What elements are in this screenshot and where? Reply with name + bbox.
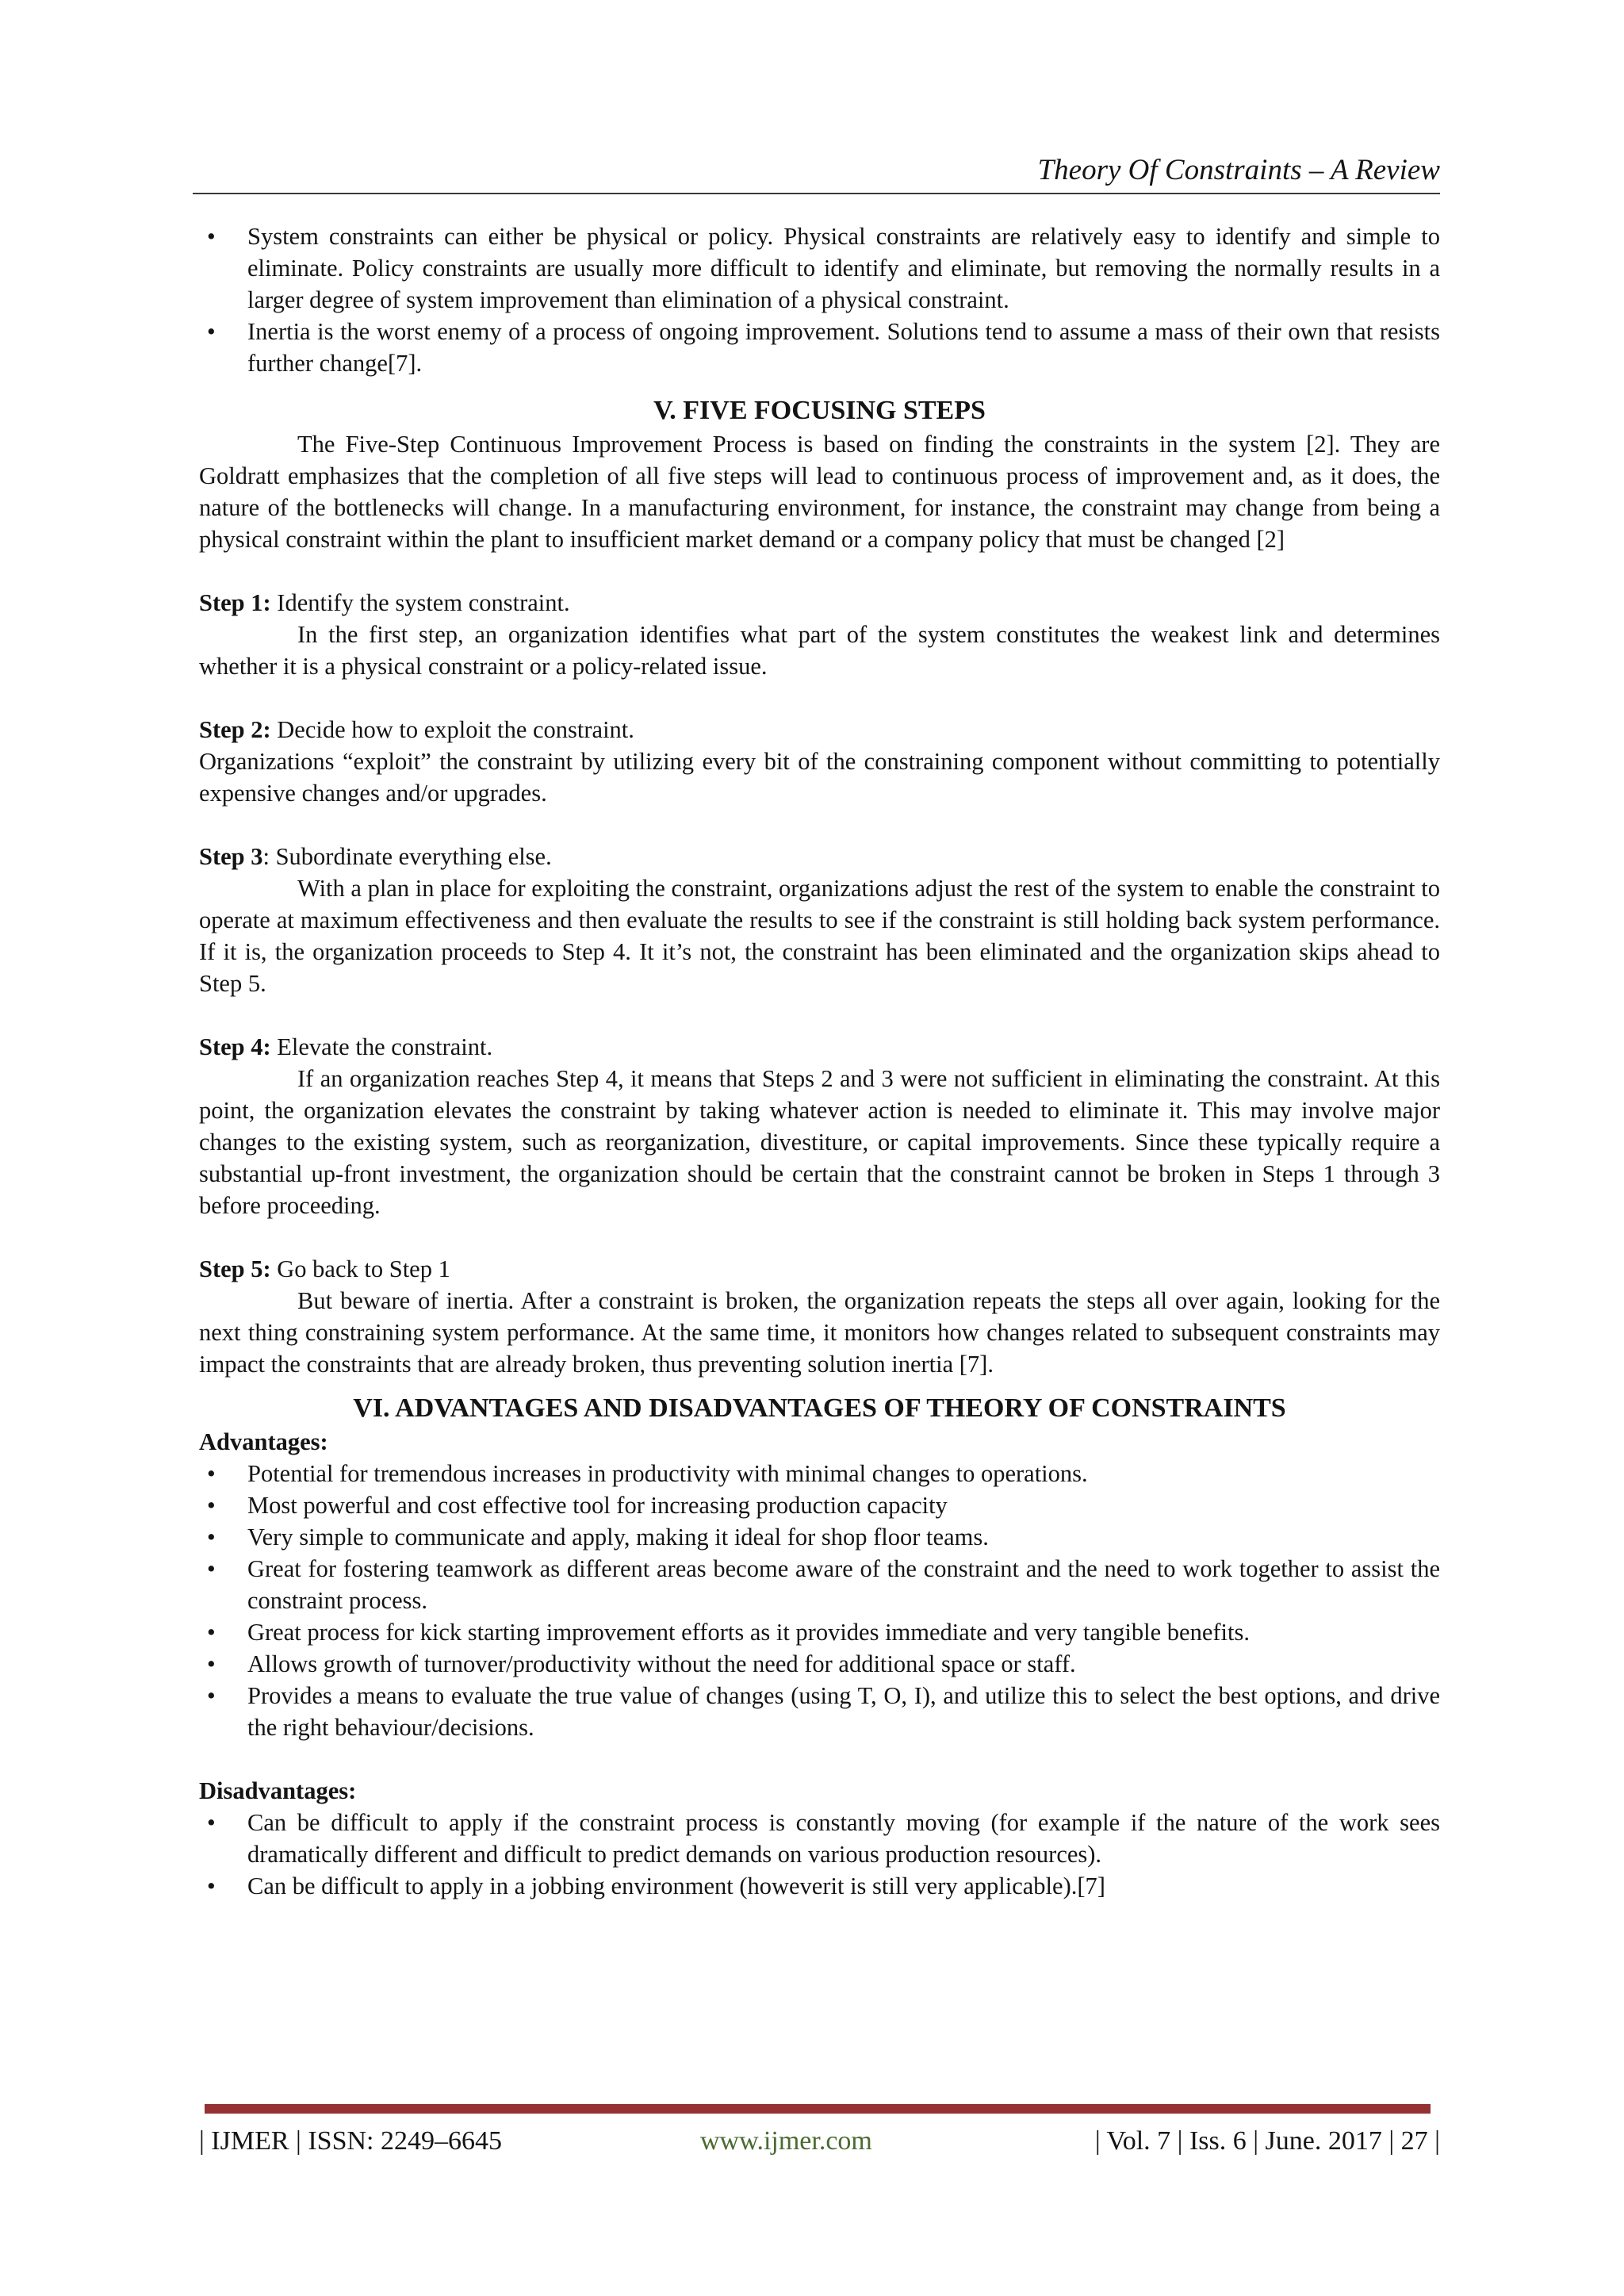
step-2-body: Organizations “exploit” the constraint by utilizing every bit of the constraining component without committing to potentially expensive changes and/or upgrades.	[199, 748, 1440, 807]
advantages-heading: Advantages:	[199, 1428, 328, 1455]
disadvantages-list	[199, 1807, 1440, 1902]
bullet-icon: •	[207, 1872, 216, 1899]
bullet-icon: •	[207, 1619, 216, 1646]
list-item	[199, 220, 1440, 316]
step-title-text: : Subordinate everything else.	[262, 843, 552, 870]
step-label: Step 2:	[199, 716, 271, 743]
list-item	[199, 1458, 1440, 1489]
bullet-icon: •	[207, 1524, 216, 1550]
bullet-icon: •	[207, 1809, 216, 1836]
bullet-icon: •	[207, 223, 216, 250]
list-item-text: System constraints can either be physical or policy. Physical constraints are relatively easy to identify and simple to eliminate. Policy constraints are usually more difficult to identify and eliminate, but removing the normally results in a larger degree of system improvement than elimination of a physical constraint.	[247, 223, 1440, 313]
spacer	[199, 1380, 1440, 1391]
list-item	[199, 1680, 1440, 1743]
list-item	[199, 316, 1440, 379]
step-label: Step 3	[199, 843, 263, 870]
spacer	[199, 1221, 1440, 1253]
step-label: Step 1:	[199, 589, 271, 616]
footer-journal-issn: | IJMER | ISSN: 2249–6645	[199, 2126, 502, 2156]
spacer	[199, 682, 1440, 714]
bullet-icon: •	[207, 1555, 216, 1582]
intro-bullet-list	[199, 220, 1440, 379]
list-item	[199, 1521, 1440, 1553]
list-item-text: Can be difficult to apply in a jobbing environment (howeverit is still very applicable).[7]	[247, 1872, 1105, 1899]
header-rule	[193, 193, 1440, 194]
spacer	[199, 555, 1440, 587]
footer-rule	[205, 2104, 1431, 2114]
spacer	[199, 1743, 1440, 1775]
list-item-text: Allows growth of turnover/productivity without the need for additional space or staff.	[247, 1650, 1076, 1677]
step-2-title	[199, 714, 1440, 746]
list-item	[199, 1489, 1440, 1521]
list-item	[199, 1807, 1440, 1870]
step-5-title	[199, 1253, 1440, 1285]
page-footer	[199, 2123, 1440, 2160]
list-item-text: Great process for kick starting improvement efforts as it provides immediate and very tangible benefits.	[247, 1619, 1250, 1646]
list-item-text: Inertia is the worst enemy of a process of ongoing improvement. Solutions tend to assume a mass of their own that resists further change[7].	[247, 318, 1440, 377]
list-item-text: Provides a means to evaluate the true value of changes (using T, O, I), and utilize this to select the best options, and drive the right behaviour/decisions.	[247, 1682, 1440, 1741]
advantages-list	[199, 1458, 1440, 1743]
step-label: Step 4:	[199, 1033, 271, 1060]
list-item-text: Most powerful and cost effective tool for increasing production capacity	[247, 1492, 948, 1519]
list-item	[199, 1616, 1440, 1648]
spacer	[199, 379, 1440, 393]
bullet-icon: •	[207, 1682, 216, 1709]
step-3-body: With a plan in place for exploiting the constraint, organizations adjust the rest of the system to enable the constraint to operate at maximum effectiveness and then evaluate the results to see if the constraint is still holding back system performance. If it is, the organization proceeds to Step 4. It it’s not, the constraint has been eliminated and the organization skips ahead to Step 5.	[199, 875, 1440, 997]
step-1-title	[199, 587, 1440, 619]
list-item	[199, 1648, 1440, 1680]
footer-website-link[interactable]: www.ijmer.com	[700, 2126, 872, 2156]
running-header-title: Theory Of Constraints – A Review	[1037, 154, 1440, 186]
step-title-text: Elevate the constraint.	[270, 1033, 493, 1060]
spacer	[199, 999, 1440, 1031]
step-4-body: If an organization reaches Step 4, it means that Steps 2 and 3 were not sufficient in eliminating the constraint. At this point, the organization elevates the constraint by taking whatever action is needed to eliminate it. This may involve major changes to the existing system, such as reorganization, divestiture, or capital improvements. Since these typically require a substantial up-front investment, the organization should be certain that the constraint cannot be broken in Steps 1 through 3 before proceeding.	[199, 1065, 1440, 1219]
list-item	[199, 1870, 1440, 1902]
list-item-text: Very simple to communicate and apply, making it ideal for shop floor teams.	[247, 1524, 989, 1550]
step-1-body: In the first step, an organization identifies what part of the system constitutes the weakest link and determines whether it is a physical constraint or a policy-related issue.	[199, 621, 1440, 680]
step-label: Step 5:	[199, 1255, 271, 1282]
disadvantages-heading: Disadvantages:	[199, 1777, 357, 1804]
step-4-title	[199, 1031, 1440, 1063]
list-item-text: Potential for tremendous increases in productivity with minimal changes to operations.	[247, 1460, 1088, 1487]
footer-volume-page: | Vol. 7 | Iss. 6 | June. 2017 | 27 |	[1094, 2126, 1440, 2156]
list-item-text: Can be difficult to apply if the constraint process is constantly moving (for example if the nature of the work sees dramatically different and difficult to predict demands on various production resources).	[247, 1809, 1440, 1868]
step-title-text: Go back to Step 1	[270, 1255, 450, 1282]
section-heading-five-focusing-steps: V. FIVE FOCUSING STEPS	[653, 396, 986, 425]
step-5-body: But beware of inertia. After a constraint is broken, the organization repeats the steps all over again, looking for the next thing constraining system performance. At the same time, it monitors how changes related to subsequent constraints may impact the constraints that are already broken, thus preventing solution inertia [7].	[199, 1287, 1440, 1378]
list-item-text: Great for fostering teamwork as different areas become aware of the constraint and the need to work together to assist the constraint process.	[247, 1555, 1440, 1614]
list-item	[199, 1553, 1440, 1616]
section-heading-advantages-disadvantages: VI. ADVANTAGES AND DISADVANTAGES OF THEORY OF CONSTRAINTS	[353, 1393, 1286, 1423]
step-title-text: Decide how to exploit the constraint.	[270, 716, 634, 743]
bullet-icon: •	[207, 1492, 216, 1519]
bullet-icon: •	[207, 1460, 216, 1487]
step-3-title	[199, 841, 1440, 872]
section-intro-paragraph: The Five-Step Continuous Improvement Process is based on finding the constraints in the system [2]. They are Goldratt emphasizes that the completion of all five steps will lead to continuous process of improvement and, as it does, the nature of the bottlenecks will change. In a manufacturing environment, for instance, the constraint may change from being a physical constraint within the plant to insufficient market demand or a company policy that must be changed [2]	[199, 431, 1440, 553]
article-body	[199, 220, 1440, 1902]
bullet-icon: •	[207, 318, 216, 345]
step-title-text: Identify the system constraint.	[270, 589, 570, 616]
bullet-icon: •	[207, 1650, 216, 1677]
spacer	[199, 809, 1440, 841]
